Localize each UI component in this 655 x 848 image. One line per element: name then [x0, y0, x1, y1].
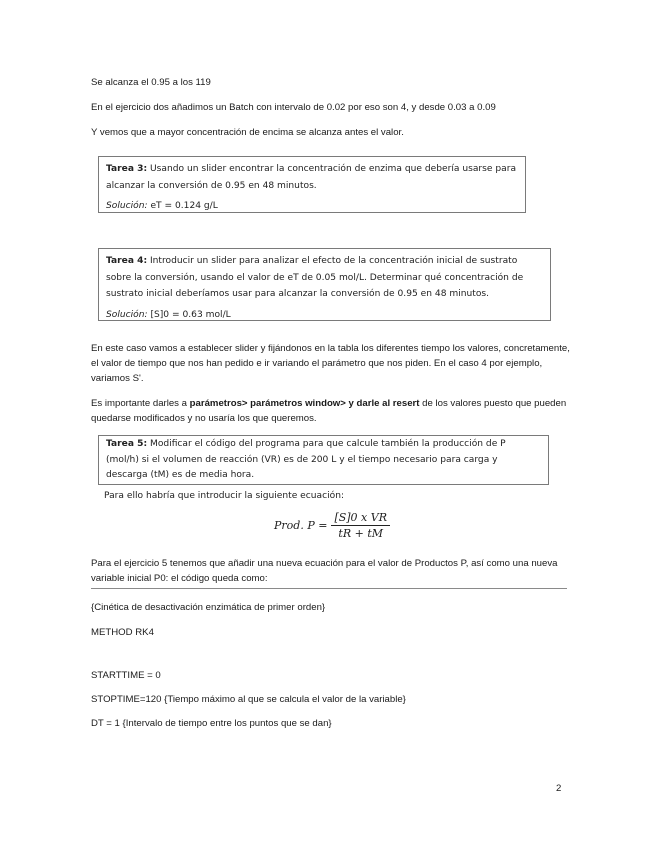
task-4-solution-value: [S]0 = 0.63 mol/L — [147, 309, 231, 320]
task-3-solution — [106, 198, 518, 215]
task-3-statement — [106, 161, 518, 194]
task-4-solution-label: Solución: — [106, 309, 148, 320]
task-3-text: Usando un slider encontrar la concentración de enzima que debería usarse para alcanzar la conversión de 0.95 en 48 minutos. — [106, 164, 517, 191]
page-number: 2 — [556, 783, 562, 794]
code-method-line: METHOD RK4 — [91, 627, 154, 638]
task-4-statement — [106, 253, 543, 303]
task-4-solution — [106, 307, 543, 324]
formula-intro: Para ello habría que introducir la siguiente ecuación: — [104, 491, 345, 501]
paragraph-concentration: Y vemos que a mayor concentración de encima se alcanza antes el valor. — [91, 127, 404, 138]
production-formula — [274, 511, 390, 540]
paragraph-exercise-two: En el ejercicio dos añadimos un Batch con intervalo de 0.02 por eso son 4, y desde 0.03 a 0.09 — [91, 102, 496, 113]
reset-note-bold: parámetros> parámetros window> y darle al resert — [189, 398, 420, 409]
task-5-text: Modificar el código del programa para que calcule también la producción de P (mol/h) si el volumen de reacción (VR) es de 200 L y el tiempo necesario para carga y descarga (tM) es de media hora. — [106, 439, 506, 480]
formula-fraction — [331, 511, 390, 540]
task-5-label: Tarea 5: — [106, 439, 148, 449]
code-dt-line: DT = 1 {Intervalo de tiempo entre los puntos que se dan} — [91, 718, 332, 729]
task-3-box — [98, 156, 526, 213]
code-starttime-line: STARTTIME = 0 — [91, 670, 161, 681]
paragraph-exercise-five: Para el ejercicio 5 tenemos que añadir una nueva ecuación para el valor de Productos P, así como una nueva variable inicial P0: el código queda como: — [91, 558, 558, 584]
task-4-text: Introducir un slider para analizar el efecto de la concentración inicial de sustrato sobre la conversión, usando el valor de eT de 0.05 mol/L. Determinar qué concentración de sustrato inicial deberíamos usar para alcanzar la conversión de 0.95 en 48 minutos. — [106, 256, 524, 299]
reset-note-suffix: de los valores puesto que pueden quedarse modificados y no usaría los que queremos. — [91, 398, 567, 424]
reset-note-prefix: Es importante darles a — [91, 398, 190, 409]
section-divider — [91, 588, 567, 589]
task-3-solution-value: eT = 0.124 g/L — [147, 201, 218, 211]
paragraph-reset-note — [91, 396, 571, 426]
task-3-solution-label: Solución: — [106, 201, 148, 211]
code-stoptime-line: STOPTIME=120 {Tiempo máximo al que se calcula el valor de la variable} — [91, 694, 406, 705]
task-5-statement — [106, 437, 541, 484]
code-comment-line: {Cinética de desactivación enzimática de primer orden} — [91, 602, 326, 613]
task-4-box — [98, 248, 551, 321]
task-3-label: Tarea 3: — [106, 164, 148, 174]
task-5-box — [98, 435, 549, 485]
formula-numerator: [S]0 x VR — [331, 511, 390, 526]
formula-denominator: tR + tM — [338, 527, 384, 540]
paragraph-result: Se alcanza el 0.95 a los 119 — [91, 77, 211, 88]
formula-lhs: Prod. P = — [274, 519, 328, 532]
task-4-label: Tarea 4: — [106, 256, 148, 266]
paragraph-slider-explanation: En este caso vamos a establecer slider y fijándonos en la tabla los diferentes tiempo los valores, concretamente, el valor de tiempo que nos han pedido e ir variando el parámetro que nos piden. En el caso 4 por ejemplo, variamos S'. — [91, 343, 570, 384]
